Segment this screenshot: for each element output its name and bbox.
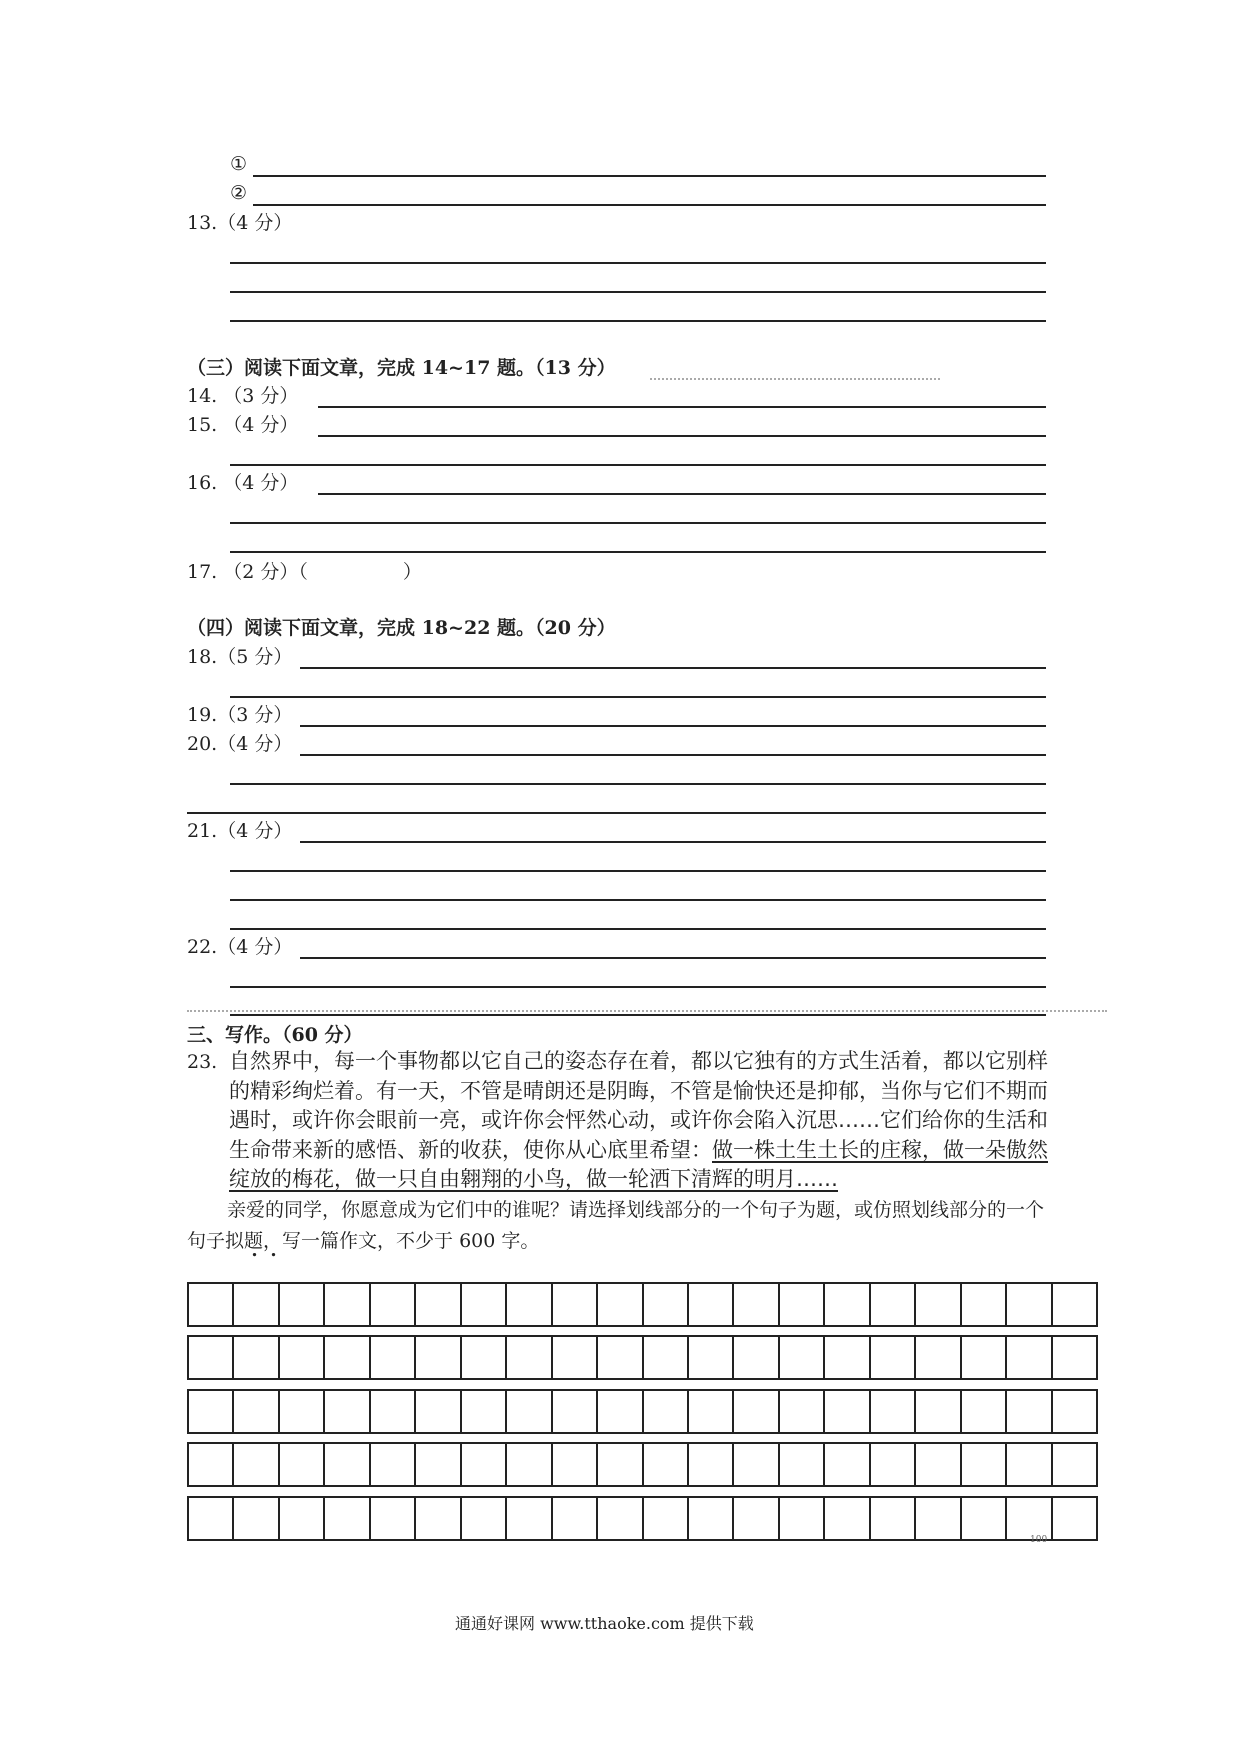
grid-cell[interactable] [189, 1337, 234, 1378]
grid-cell[interactable] [325, 1498, 370, 1539]
grid-row[interactable] [187, 1389, 1098, 1434]
grid-cell[interactable] [371, 1444, 416, 1485]
grid-cell[interactable] [598, 1391, 643, 1432]
question-13-label: 13.（4 分） [187, 212, 293, 234]
grid-cell[interactable] [189, 1444, 234, 1485]
answer-line[interactable] [300, 841, 1046, 843]
grid-cell[interactable] [1007, 1391, 1052, 1432]
writing-heading: 三、写作。（60 分） [187, 1024, 363, 1046]
grid-cell[interactable] [598, 1498, 643, 1539]
grid-cell[interactable] [280, 1284, 325, 1325]
answer-line[interactable] [230, 320, 1046, 322]
answer-line[interactable] [230, 464, 1046, 466]
grid-cell[interactable] [825, 1444, 870, 1485]
grid-cell[interactable] [416, 1391, 461, 1432]
answer-line[interactable] [230, 291, 1046, 293]
grid-cell[interactable] [825, 1391, 870, 1432]
grid-cell[interactable] [234, 1337, 279, 1378]
grid-cell[interactable] [553, 1391, 598, 1432]
grid-cell[interactable] [598, 1444, 643, 1485]
grid-cell[interactable] [962, 1444, 1007, 1485]
grid-cell[interactable] [280, 1498, 325, 1539]
grid-cell[interactable] [507, 1284, 552, 1325]
grid-cell[interactable] [371, 1391, 416, 1432]
grid-cell[interactable] [371, 1284, 416, 1325]
grid-cell[interactable] [962, 1284, 1007, 1325]
answer-line[interactable] [230, 551, 1046, 553]
grid-cell[interactable] [234, 1444, 279, 1485]
grid-cell[interactable] [462, 1337, 507, 1378]
grid-cell[interactable] [1053, 1444, 1096, 1485]
writing-instruction [187, 1195, 1049, 1257]
grid-cell[interactable] [553, 1444, 598, 1485]
answer-line[interactable] [318, 493, 1046, 495]
grid-cell[interactable] [325, 1444, 370, 1485]
answer-line[interactable] [300, 667, 1046, 669]
footer-text: 通通好课网 www.tthaoke.com 提供下载 [455, 1614, 754, 1633]
emphasis-char: 拟 [225, 1230, 245, 1252]
grid-cell[interactable] [1007, 1337, 1052, 1378]
question-20-label: 20.（4 分） [187, 733, 293, 755]
instruction-text: 亲爱的同学，你愿意成为它们中的谁呢？请选择划线部分的一个句子为题，或仿照划线部分的一个句子 [187, 1199, 1045, 1252]
grid-cell[interactable] [234, 1284, 279, 1325]
grid-cell[interactable] [644, 1284, 689, 1325]
grid-cell[interactable] [507, 1498, 552, 1539]
grid-cell[interactable] [734, 1284, 779, 1325]
grid-cell[interactable] [689, 1284, 734, 1325]
grid-cell[interactable] [871, 1391, 916, 1432]
grid-cell[interactable] [916, 1444, 961, 1485]
grid-cell[interactable] [825, 1498, 870, 1539]
grid-row[interactable] [187, 1335, 1098, 1380]
grid-cell[interactable] [780, 1498, 825, 1539]
grid-row[interactable] [187, 1282, 1098, 1327]
grid-cell[interactable] [1007, 1498, 1052, 1539]
grid-cell[interactable] [325, 1391, 370, 1432]
grid-cell[interactable] [780, 1284, 825, 1325]
grid-cell[interactable] [871, 1337, 916, 1378]
grid-cell[interactable] [371, 1498, 416, 1539]
grid-cell[interactable] [734, 1391, 779, 1432]
grid-cell[interactable] [689, 1391, 734, 1432]
grid-cell[interactable] [234, 1391, 279, 1432]
grid-cell[interactable] [280, 1337, 325, 1378]
grid-cell[interactable] [644, 1498, 689, 1539]
question-19-label: 19.（3 分） [187, 704, 293, 726]
grid-cell[interactable] [189, 1284, 234, 1325]
grid-cell[interactable] [825, 1337, 870, 1378]
grid-cell[interactable] [780, 1444, 825, 1485]
question-16-label: 16. （4 分） [187, 472, 299, 494]
grid-cell[interactable] [916, 1284, 961, 1325]
grid-cell[interactable] [962, 1498, 1007, 1539]
answer-line[interactable] [230, 928, 1046, 930]
answer-line[interactable] [230, 696, 1046, 698]
writing-prompt [229, 1047, 1049, 1195]
grid-cell[interactable] [871, 1444, 916, 1485]
question-23-number: 23. [187, 1051, 218, 1073]
grid-cell[interactable] [1007, 1284, 1052, 1325]
grid-cell[interactable] [1053, 1498, 1096, 1539]
grid-cell[interactable] [598, 1337, 643, 1378]
grid-cell[interactable] [462, 1444, 507, 1485]
grid-cell[interactable] [1053, 1284, 1096, 1325]
grid-cell[interactable] [416, 1498, 461, 1539]
answer-line[interactable] [230, 899, 1046, 901]
section-3-heading: （三）阅读下面文章，完成 14~17 题。（13 分） [187, 357, 616, 379]
grid-cell[interactable] [644, 1391, 689, 1432]
grid-cell[interactable] [689, 1444, 734, 1485]
grid-row[interactable] [187, 1496, 1098, 1541]
grid-cell[interactable] [553, 1284, 598, 1325]
grid-cell[interactable] [325, 1284, 370, 1325]
question-22-label: 22.（4 分） [187, 936, 293, 958]
grid-page-mark: 100 [1030, 1535, 1048, 1545]
answer-label-1: ① [230, 153, 248, 175]
answer-line[interactable] [253, 175, 1046, 177]
grid-cell[interactable] [371, 1337, 416, 1378]
grid-cell[interactable] [871, 1498, 916, 1539]
grid-cell[interactable] [644, 1444, 689, 1485]
grid-cell[interactable] [280, 1444, 325, 1485]
grid-cell[interactable] [234, 1498, 279, 1539]
grid-cell[interactable] [507, 1337, 552, 1378]
grid-cell[interactable] [962, 1337, 1007, 1378]
answer-line[interactable] [300, 754, 1046, 756]
grid-cell[interactable] [553, 1498, 598, 1539]
answer-label-2: ② [230, 182, 248, 204]
grid-cell[interactable] [644, 1337, 689, 1378]
grid-cell[interactable] [416, 1284, 461, 1325]
grid-cell[interactable] [416, 1337, 461, 1378]
answer-line[interactable] [230, 1014, 1046, 1016]
answer-line[interactable] [318, 435, 1046, 437]
emphasis-char: 题 [244, 1230, 264, 1252]
grid-cell[interactable] [689, 1498, 734, 1539]
grid-cell[interactable] [189, 1498, 234, 1539]
question-21-label: 21.（4 分） [187, 820, 293, 842]
question-17-label: 17. （2 分）（ ） [187, 561, 422, 583]
grid-cell[interactable] [1053, 1337, 1096, 1378]
section-4-heading: （四）阅读下面文章，完成 18~22 题。（20 分） [187, 617, 616, 639]
grid-cell[interactable] [189, 1391, 234, 1432]
dotted-divider [650, 378, 940, 380]
grid-cell[interactable] [780, 1391, 825, 1432]
grid-cell[interactable] [416, 1444, 461, 1485]
grid-cell[interactable] [734, 1444, 779, 1485]
dotted-divider [187, 1010, 1107, 1012]
grid-cell[interactable] [916, 1391, 961, 1432]
grid-cell[interactable] [962, 1391, 1007, 1432]
grid-cell[interactable] [916, 1337, 961, 1378]
answer-line[interactable] [253, 204, 1046, 206]
answer-line[interactable] [230, 262, 1046, 264]
grid-cell[interactable] [734, 1337, 779, 1378]
answer-line[interactable] [230, 783, 1046, 785]
question-15-label: 15. （4 分） [187, 414, 299, 436]
answer-line[interactable] [300, 725, 1046, 727]
grid-cell[interactable] [916, 1498, 961, 1539]
grid-cell[interactable] [598, 1284, 643, 1325]
answer-line[interactable] [230, 870, 1046, 872]
prompt-text: 自然界中，每一个事物都以它自己的姿态存在着，都以它独有的方式生活着，都以它别样的精彩绚烂着。有一天，不管是晴朗还是阴晦，不管是愉快还是抑郁，当你与它们不期而遇时，或许你会眼前一亮，或许你会怦然心动，或许你会陷入沉思……它们给你的生活和生命带来新的感悟、新的收获，使你从心底里希望： [229, 1049, 1048, 1162]
grid-cell[interactable] [1053, 1391, 1096, 1432]
question-18-label: 18.（5 分） [187, 646, 293, 668]
grid-cell[interactable] [734, 1498, 779, 1539]
question-14-label: 14. （3 分） [187, 385, 299, 407]
grid-cell[interactable] [507, 1444, 552, 1485]
answer-line[interactable] [318, 406, 1046, 408]
answer-line[interactable] [300, 957, 1046, 959]
grid-cell[interactable] [462, 1284, 507, 1325]
grid-cell[interactable] [1007, 1444, 1052, 1485]
grid-cell[interactable] [871, 1284, 916, 1325]
grid-cell[interactable] [462, 1391, 507, 1432]
grid-cell[interactable] [780, 1337, 825, 1378]
answer-line[interactable] [230, 522, 1046, 524]
grid-cell[interactable] [689, 1337, 734, 1378]
grid-cell[interactable] [825, 1284, 870, 1325]
answer-line[interactable] [230, 986, 1046, 988]
grid-cell[interactable] [280, 1391, 325, 1432]
grid-cell[interactable] [553, 1337, 598, 1378]
grid-cell[interactable] [507, 1391, 552, 1432]
grid-cell[interactable] [325, 1337, 370, 1378]
instruction-text-end: ，写一篇作文，不少于 600 字。 [263, 1230, 540, 1252]
grid-cell[interactable] [462, 1498, 507, 1539]
answer-line[interactable] [187, 812, 1046, 814]
grid-row[interactable] [187, 1442, 1098, 1487]
prompt-underlined-sentences: 做一株土生土长的庄稼，做一朵傲然绽放的梅花，做一只自由翱翔的小鸟，做一轮洒下清辉的明月…… [229, 1137, 1048, 1191]
